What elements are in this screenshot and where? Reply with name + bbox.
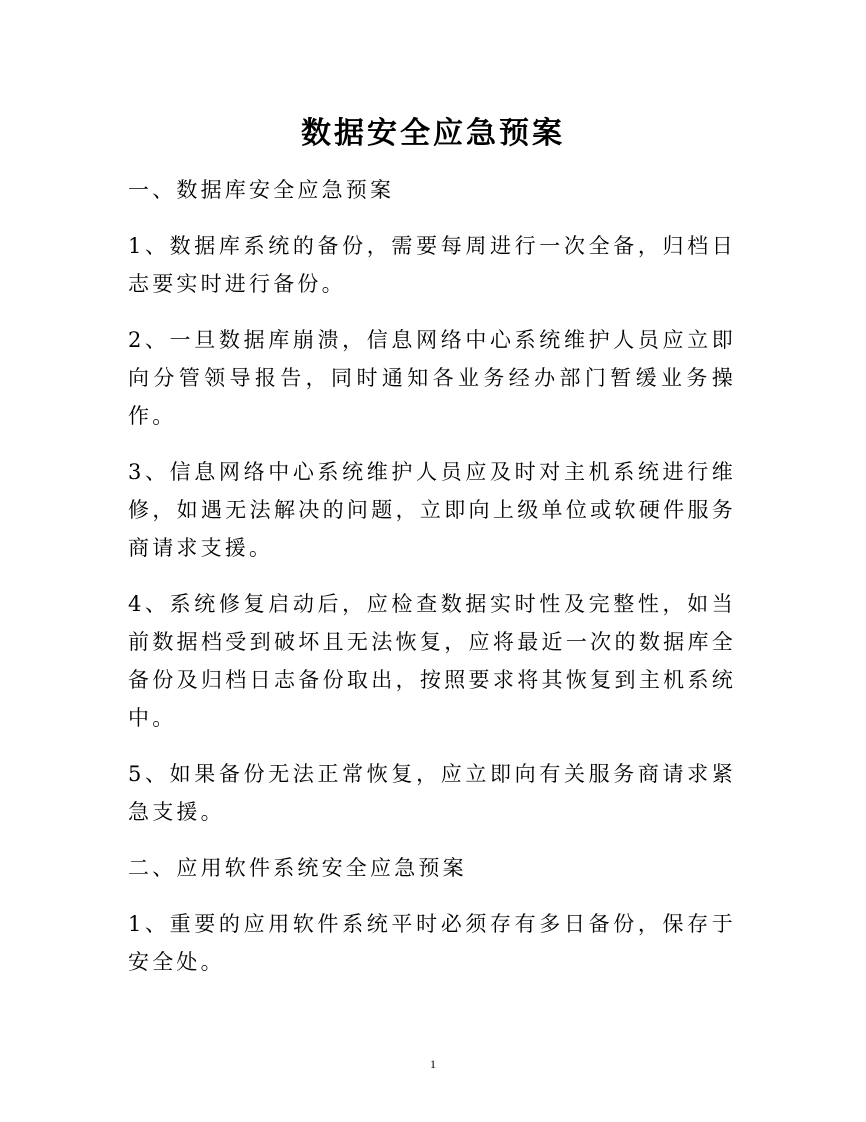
section-heading-application: 二、应用软件系统安全应急预案 xyxy=(128,856,467,880)
section-heading-database: 一、数据库安全应急预案 xyxy=(128,178,395,202)
document-title: 数据安全应急预案 xyxy=(301,116,565,151)
page-number: 1 xyxy=(430,1057,436,1071)
document-body xyxy=(128,171,736,999)
paragraph-database-2: 2、一旦数据库崩溃，信息网络中心系统维护人员应立即向分管领导报告，同时通知各业务经办部门暂缓业务操作。 xyxy=(128,328,736,428)
paragraph-database-4: 4、系统修复启动后，应检查数据实时性及完整性，如当前数据档受到破坏且无法恢复，应将最近一次的数据库全备份及归档日志备份取出，按照要求将其恢复到主机系统中。 xyxy=(128,592,736,730)
paragraph-application-1: 1、重要的应用软件系统平时必须存有多日备份，保存于安全处。 xyxy=(128,912,736,974)
paragraph-database-3: 3、信息网络中心系统维护人员应及时对主机系统进行维修，如遇无法解决的问题，立即向上级单位或软硬件服务商请求支援。 xyxy=(128,460,736,560)
paragraph-database-1: 1、数据库系统的备份，需要每周进行一次全备，归档日志要实时进行备份。 xyxy=(128,234,736,296)
paragraph-database-5: 5、如果备份无法正常恢复，应立即向有关服务商请求紧急支援。 xyxy=(128,762,736,824)
